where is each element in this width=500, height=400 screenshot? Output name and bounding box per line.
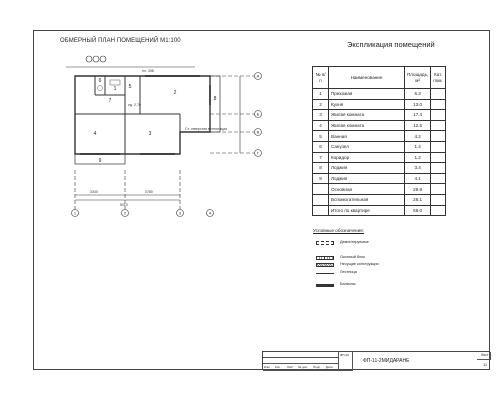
axis-letter-a: А [256,73,260,79]
cell-name: Жилая комната [329,120,405,131]
cell-cat [431,120,445,131]
axis-number-1: 1 [73,210,77,216]
axis-marker [100,56,106,62]
dim-bottom-2: 3780 [145,190,153,194]
cell-name: Коридор [329,152,405,163]
cell-area: 3.4 [405,163,431,174]
cell-cat [431,141,445,152]
cell-cat [431,163,445,174]
note-stub: лд. 2,70 [128,103,141,107]
room-label-9: 9 [98,158,102,164]
cell-cat [431,131,445,142]
explication-row [313,205,446,216]
explication-row [313,131,446,142]
cell-num: 7 [313,152,329,163]
header-area: Площадь, м² [405,67,431,89]
cell-area: 6.3 [405,89,431,100]
cell-num: 9 [313,173,329,184]
stamp-title: ФП-11-2МИДАРАНЕ [363,358,410,364]
explication-table [312,66,446,216]
cell-cat [431,89,445,100]
sheet-number: 11 [483,362,488,367]
load-bearing-symbol [316,263,334,267]
legend-label: Балконы [340,282,356,286]
cell-area: 26.1 [405,194,431,205]
explication-row [313,194,446,205]
cell-num: 3 [313,110,329,121]
room-label-7: 7 [108,98,112,104]
cell-name: Ванная [329,131,405,142]
stamp-col-sheet: Лист [287,365,294,369]
room-label-4: 4 [93,131,97,137]
cell-num [313,205,329,216]
axis-number-4: 4 [208,210,212,216]
axis-number-3: 3 [178,210,182,216]
title-block [262,351,490,370]
cell-name: Прихожая [329,89,405,100]
explication-header-row [313,67,446,89]
cell-cat [431,152,445,163]
header-cat: Кат. пом. [431,67,445,89]
cell-name: Жилая комната [329,110,405,121]
cell-name: Лоджия [329,173,405,184]
explication-row [313,89,446,100]
cell-name: Кухня [329,99,405,110]
explication-row [313,120,446,131]
loggias [75,76,220,164]
cell-cat [431,173,445,184]
cell-cat [431,194,445,205]
legend-label: Демонтируемые [340,240,369,244]
plan-title: ОБМЕРНЫЙ ПЛАН ПОМЕЩЕНИЙ М1:100 [60,38,181,44]
cell-cat [431,184,445,195]
stamp-col-doc: № док. [298,365,308,369]
floor-plan-drawing [50,50,280,225]
top-marker-row [86,56,106,62]
explication-row [313,152,446,163]
explication-row [313,110,446,121]
cell-cat [431,205,445,216]
cell-num: 1 [313,89,329,100]
explication-row [313,141,446,152]
room-label-6: 6 [98,78,102,84]
cell-area: 1.4 [405,141,431,152]
stamp-col-qty: Кол. [275,365,281,369]
cell-area: 4.1 [405,173,431,184]
window-blocks [80,76,210,154]
cell-name: Итого по квартире [329,205,405,216]
legend-item-stairs [316,269,436,277]
demolished-symbol [316,241,334,245]
cell-name: Лоджия [329,163,405,174]
cell-num [313,194,329,205]
cell-name: Санузел [329,141,405,152]
dim-total: 5010 [120,203,128,207]
explication-title: Экспликация помещений [347,40,435,49]
cell-name: Вспомогательная [329,194,405,205]
stairs-symbol [316,273,334,274]
explication-row [313,163,446,174]
axis-marker [93,56,99,62]
room-label-1: 1 [113,86,117,92]
legend-label: Оконный блок [340,255,365,259]
legend-item-balconies [316,281,436,289]
explication-body [313,89,446,216]
cell-area: 56.0 [405,205,431,216]
legend-label: Лестница [340,270,357,274]
legend-label: Несущие конструкции [340,262,379,266]
legend-item-load-bearing [316,261,436,269]
room-label-8: 8 [213,96,217,102]
axis-number-2: 2 [123,210,127,216]
balconies-symbol [316,284,334,287]
explication-row [313,99,446,110]
axis-marker [86,56,92,62]
cell-area: 29.9 [405,184,431,195]
axis-letter-g: Г [256,150,260,156]
cell-name: Основная [329,184,405,195]
window-symbol [316,256,334,260]
cell-num: 5 [313,131,329,142]
legend-item-demolished [316,239,436,247]
stamp-code: ФП-36 [340,353,349,357]
room-label-3: 3 [148,131,152,137]
room-label-2: 2 [173,90,177,96]
stamp-col-rev: Изм. [264,365,271,369]
note-area: пл. 398 [142,69,154,73]
stamp-col-date: Дата [326,365,333,369]
cell-num: 6 [313,141,329,152]
sheet-label: Лист [481,353,489,357]
cell-cat [431,99,445,110]
stamp-col-sign: Подп. [313,365,321,369]
room-label-5: 5 [128,84,132,90]
cell-area: 1.2 [405,152,431,163]
explication-row [313,184,446,195]
cell-num: 8 [313,163,329,174]
cell-area: 12.5 [405,120,431,131]
cell-cat [431,110,445,121]
header-num: № п/п [313,67,329,89]
axis-letter-b: Б [256,111,260,117]
cell-num: 2 [313,99,329,110]
cell-num: 4 [313,120,329,131]
cell-num [313,184,329,195]
explication-row [313,173,446,184]
axis-letter-v: В [256,129,260,135]
cell-area: 4.2 [405,131,431,142]
dim-bottom-1: 3340 [90,190,98,194]
note-shaft: Ст. отверстия вентиляции [185,127,228,131]
header-name: Наименование [329,67,405,89]
legend-title: Условные обозначения: [313,228,364,233]
inner-walls [75,76,180,154]
loggia-right [210,76,220,132]
cell-area: 17.4 [405,110,431,121]
cell-area: 13.0 [405,99,431,110]
